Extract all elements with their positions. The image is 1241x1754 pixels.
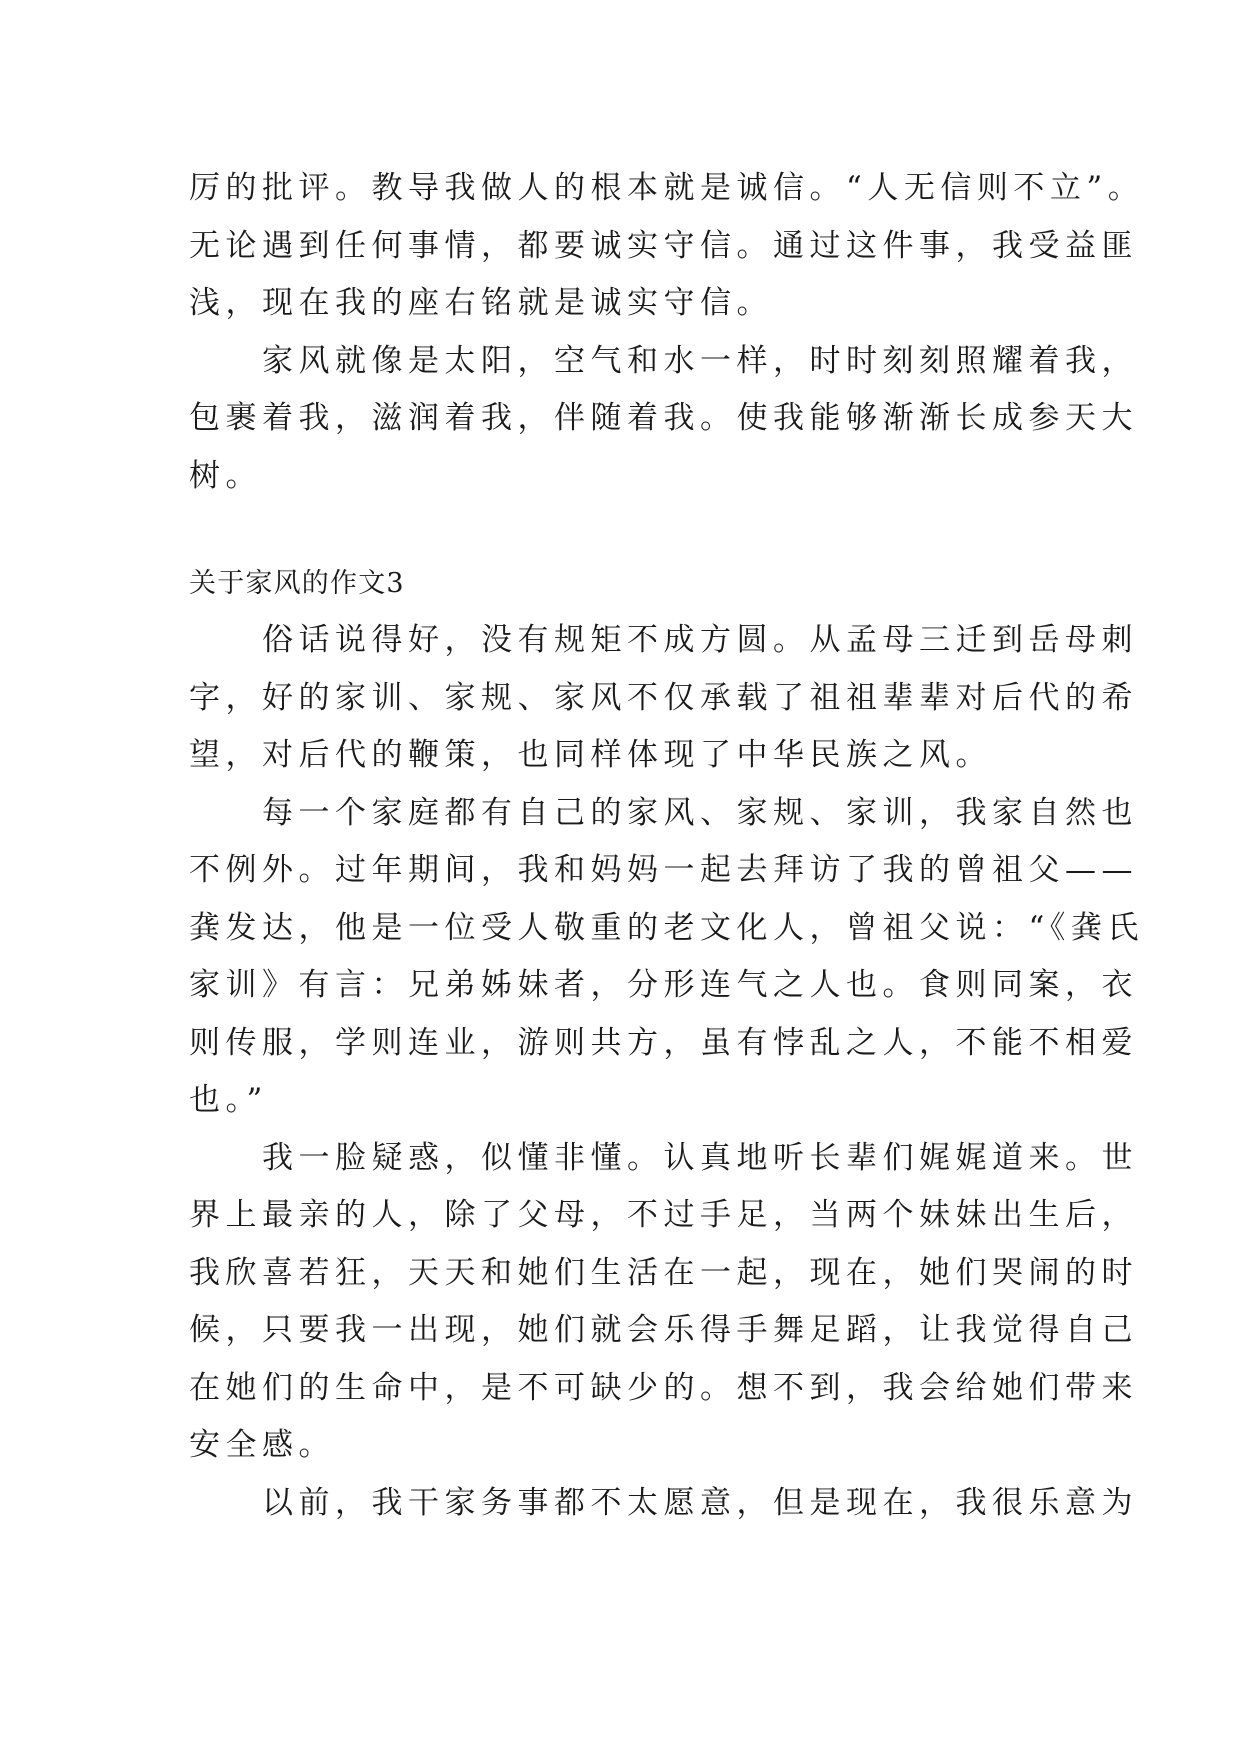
text-line: 包裹着我，滋润着我，伴随着我。使我能够渐渐长成参天大 (189, 400, 1138, 436)
text-line: 树。 (189, 457, 262, 494)
text-line: 家风就像是太阳，空气和水一样，时时刻刻照耀着我， (262, 342, 1138, 379)
document-body (189, 160, 1145, 1532)
text-line: 我欣喜若狂，天天和她们生活在一起，现在，她们哭闹的时 (189, 1254, 1138, 1291)
text-line: 厉的批评。教导我做人的根本就是诚信。“人无信则不立”。 (189, 170, 1145, 206)
text-line: 家训》有言：兄弟姊妹者，分形连气之人也。食则同案，衣 (189, 967, 1138, 1003)
text-line: 我一脸疑惑，似懂非懂。认真地听长辈们娓娓道来。世 (262, 1139, 1138, 1176)
paragraph-proverb (189, 612, 1138, 785)
text-line: 俗话说得好，没有规矩不成方圆。从孟母三迁到岳母刺 (262, 622, 1138, 658)
text-line: 不例外。过年期间，我和妈妈一起去拜访了我的曾祖父—— (189, 852, 1138, 888)
paragraph-continued (189, 160, 1145, 333)
paragraph-chores (189, 1475, 1138, 1533)
text-line: 则传服，学则连业，游则共方，虽有悖乱之人，不能不相爱 (189, 1024, 1138, 1061)
text-line: 安全感。 (189, 1427, 335, 1463)
text-line: 浅，现在我的座右铭就是诚实守信。 (189, 285, 773, 321)
text-line: 候，只要我一出现，她们就会乐得手舞足蹈，让我觉得自己 (189, 1312, 1138, 1348)
text-line: 以前，我干家务事都不太愿意，但是现在，我很乐意为 (262, 1484, 1138, 1521)
paragraph-family-style-sun (189, 333, 1138, 506)
text-line: 也。” (189, 1082, 268, 1118)
text-line: 在她们的生命中，是不可缺少的。想不到，我会给她们带来 (189, 1369, 1138, 1406)
text-line: 每一个家庭都有自己的家风、家规、家训，我家自然也 (262, 794, 1138, 831)
paragraph-family-rules (189, 785, 1144, 1130)
essay-heading: 关于家风的作文3 (189, 568, 405, 599)
text-line: 界上最亲的人，除了父母，不过手足，当两个妹妹出生后， (189, 1197, 1138, 1233)
paragraph-siblings (189, 1130, 1138, 1475)
text-line: 龚发达，他是一位受人敬重的老文化人，曾祖父说：“《龚氏 (189, 909, 1144, 946)
text-line: 无论遇到任何事情，都要诚实守信。通过这件事，我受益匪 (189, 227, 1138, 264)
text-line: 字，好的家训、家规、家风不仅承载了祖祖辈辈对后代的希 (189, 679, 1138, 716)
text-line: 望，对后代的鞭策，也同样体现了中华民族之风。 (189, 737, 992, 773)
